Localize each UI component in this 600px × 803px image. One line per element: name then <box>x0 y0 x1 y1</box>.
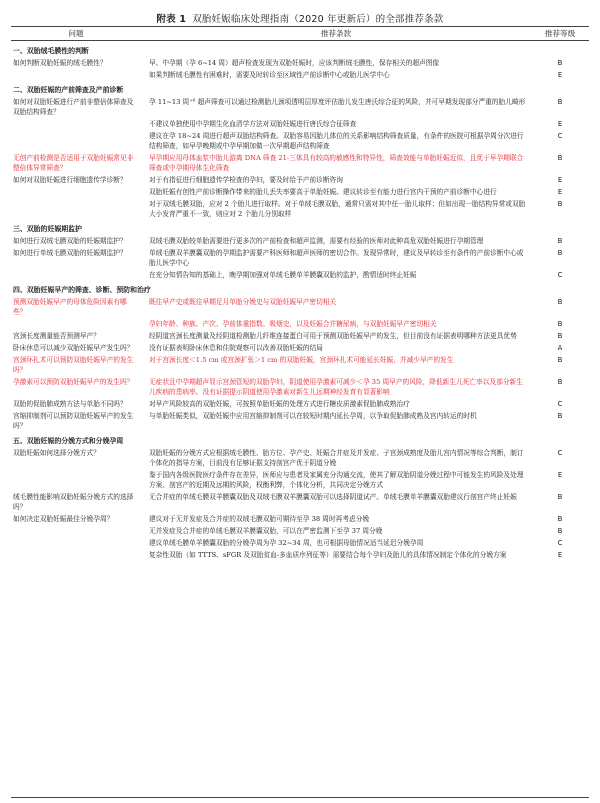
row-grade: B <box>557 298 563 306</box>
row-grade: A <box>557 344 563 352</box>
row-grade: C <box>557 400 563 408</box>
row-recommendation: 鉴于国内各级医院医疗条件存在差异，医师应与患者及家属充分沟通交流，使其了解双胎阴道分娩过程中可能发生的风险及处理方案、剖宫产的近期及远期的风险，权衡利弊，个体化分析，共同决定分娩方式 <box>149 471 524 489</box>
row-question: 无创产前检测是否适用于双胎妊娠常见非整倍体异常筛查？ <box>13 154 134 172</box>
table-row <box>11 270 589 280</box>
row-question: 预测双胎妊娠早产的母体危险因素有哪些？ <box>13 298 127 316</box>
row-question <box>11 526 141 536</box>
row-grade: B <box>557 378 563 386</box>
row-question: 宫颈环扎术可以预防双胎妊娠早产的发生吗？ <box>13 356 134 374</box>
row-recommendation: 在充分知情告知的基础上，晚孕期加强对单绒毛膜单羊膜囊双胎的监护，酌情适时终止妊娠 <box>149 271 417 279</box>
section-heading: 五、双胎妊娠的分娩方式和分娩孕周 <box>13 437 124 445</box>
table-row <box>11 187 589 197</box>
section-heading: 一、双胎绒毛膜性的判断 <box>13 47 89 55</box>
row-question: 孕激素可以预防双胎妊娠早产的发生吗？ <box>13 378 134 386</box>
row-recommendation: 建议单绒毛膜单羊膜囊双胎的分娩孕周为孕 32~34 周，也可根据母胎情况适当延迟分娩孕周 <box>149 539 424 547</box>
table-row <box>11 343 589 353</box>
row-grade: B <box>557 98 563 106</box>
row-grade: B <box>557 154 563 162</box>
row-recommendation: 经阴道宫颈长度测量及经阴道检测胎儿纤维连接蛋白可用于预测双胎妊娠早产的发生，但目前没有证据表明哪种方法更具优势 <box>149 332 517 340</box>
row-question <box>11 470 141 490</box>
row-question: 如何对双胎妊娠进行产前非整倍体筛查及双胎结构筛查？ <box>13 98 134 116</box>
table-row <box>11 355 589 375</box>
row-grade: E <box>557 551 563 559</box>
table-row <box>11 175 589 185</box>
table-row <box>11 492 589 512</box>
row-recommendation: 建议对于无并发症及合并症的双绒毛膜双胎可期待至孕 38 周时再考虑分娩 <box>149 515 370 523</box>
table-row <box>11 377 589 397</box>
row-recommendation: 无症状且中孕期超声显示宫颈管短的双胎孕妇，阴道使用孕激素可减少＜孕 35 周早产的风险，降低新生儿死亡率以及部分新生儿疾病的患病率。没有证据提示阴道使用孕激素对新生儿远期神经发育有显著影响 <box>149 378 523 396</box>
row-grade: C <box>557 539 563 547</box>
table-row <box>11 131 589 151</box>
table-row <box>11 331 589 341</box>
row-recommendation: 对早产风险较高的双胎妊娠，可按照单胎妊娠的处理方式进行糖皮质激素促胎肺成熟治疗 <box>149 400 410 408</box>
row-recommendation: 对于有指征进行细胞遗传学检查的孕妇，要及时给予产前诊断咨询 <box>149 176 343 184</box>
table-row <box>11 58 589 68</box>
table-row <box>11 248 589 268</box>
row-recommendation: 与单胎妊娠类似，双胎妊娠中应用宫缩抑制剂可以在较短时期内延长孕周，以争取促胎肺成熟及宫内转运的时机 <box>149 412 477 420</box>
row-grade: E <box>557 188 563 196</box>
table-row <box>11 70 589 80</box>
row-grade: B <box>557 200 563 208</box>
row-question: 双胎的促胎肺成熟方法与单胎不同吗？ <box>13 400 127 408</box>
row-recommendation: 没有证据表明卧床休息和住院观察可以改善双胎妊娠的结局 <box>149 344 323 352</box>
row-question <box>11 131 141 151</box>
row-recommendation: 早孕期应用母体血浆中胎儿游离 DNA 筛查 21-三体具有较高的敏感性和特异性，筛查效能与单胎妊娠近似，且优于早孕期联合筛查或中孕期母体生化筛查 <box>149 154 524 172</box>
row-recommendation: 无合并症的单绒毛膜双羊膜囊双胎及双绒毛膜双羊膜囊双胎可以选择阴道试产。单绒毛膜单羊膜囊双胎建议行剖宫产终止妊娠 <box>149 493 517 501</box>
row-recommendation: 对于宫颈长度＜1.5 cm 或宫颈扩张＞1 cm 的双胎妊娠，宫颈环扎术可能延长妊娠，并减少早产的发生 <box>149 356 454 364</box>
row-question: 宫颈长度测量能否预测早产？ <box>13 332 100 340</box>
table-row <box>11 399 589 409</box>
table-row <box>11 119 589 129</box>
row-recommendation: 双胎妊娠的分娩方式应根据绒毛膜性、胎方位、孕产史、妊娠合并症及并发症、子宫颈成熟度及胎儿宫内情况等综合判断，制订个体化的指导方案，目前没有足够证据支持剖宫产优于阴道分娩 <box>149 449 524 467</box>
table-row <box>11 153 589 173</box>
row-recommendation: 复杂性双胎（如 TTTS、sFGR 及双胎贫血-多血质序列征等）需要结合每个孕妇及胎儿的具体情况制定个体化的分娩方案 <box>149 551 507 559</box>
table-row <box>11 199 589 219</box>
table-body <box>11 44 589 560</box>
row-grade: B <box>557 515 563 523</box>
row-recommendation: 双绒毛膜双胎较单胎需要进行更多次的产前检查和超声监测，需要有经验的医师对此种高危双胎妊娠进行孕期管理 <box>149 237 484 245</box>
table-row <box>11 297 589 317</box>
table-header <box>11 27 589 41</box>
row-grade: B <box>557 332 563 340</box>
row-recommendation: 双胎妊娠有创性产前诊断操作带来的胎儿丢失率要高于单胎妊娠。建议转诊至有能力进行宫内干预的产前诊断中心进行 <box>149 188 497 196</box>
row-recommendation: 既往早产史或既往早期足月单胎分娩史与双胎妊娠早产密切相关 <box>149 298 337 306</box>
row-question <box>11 199 141 219</box>
row-recommendation: 早、中孕期（孕 6~14 周）超声检查发现为双胎妊娠时，应该判断绒毛膜性，保存相关的超声图像 <box>149 59 440 67</box>
row-grade: C <box>557 132 563 140</box>
row-question: 卧床休息可以减少双胎妊娠早产发生吗？ <box>13 344 134 352</box>
section-heading: 二、双胎妊娠的产前筛查及产前诊断 <box>13 86 124 94</box>
row-grade: B <box>557 527 563 535</box>
row-grade: B <box>557 356 563 364</box>
row-question: 绒毛膜性能影响双胎妊娠分娩方式的选择吗？ <box>13 493 134 511</box>
row-grade: E <box>557 176 563 184</box>
row-question <box>11 550 141 560</box>
row-recommendation: 无并发症及合并症的单绒毛膜双羊膜囊双胎，可以在严密监测下至孕 37 周分娩 <box>149 527 383 535</box>
header-grade: 推荐等级 <box>544 29 576 38</box>
table-title <box>0 0 600 25</box>
row-recommendation: 如果判断绒毛膜性有困难时，需要及时转诊至区域性产前诊断中心或胎儿医学中心 <box>149 71 390 79</box>
row-grade: B <box>557 412 563 420</box>
row-question: 如何决定双胎妊娠最佳分娩孕周？ <box>13 515 114 523</box>
row-recommendation: 建议在孕 18~24 周进行超声双胎结构筛查。双胎容易因胎儿体位的关系影响结构筛查质量，有条件的医院可根据孕周分次进行结构筛查，如早孕晚期或中孕早期加做一次早期超声结构筛查 <box>149 132 524 150</box>
table-row <box>11 550 589 560</box>
table-row <box>11 526 589 536</box>
row-question: 双胎妊娠如何选择分娩方式？ <box>13 449 100 457</box>
row-question <box>11 319 141 329</box>
row-grade: B <box>557 249 563 257</box>
table-row <box>11 319 589 329</box>
row-question: 如何对双胎妊娠进行细胞遗传学诊断？ <box>13 176 127 184</box>
guideline-table <box>11 26 589 798</box>
section-heading: 四、双胎妊娠早产的筛查、诊断、预防和治疗 <box>13 286 151 294</box>
row-grade: E <box>557 71 563 79</box>
row-grade: E <box>557 120 563 128</box>
table-label: 附表 1 <box>156 14 187 25</box>
row-question: 如何判断双胎妊娠的绒毛膜性？ <box>13 59 107 67</box>
row-question <box>11 187 141 197</box>
header-recommendation: 推荐条款 <box>320 29 352 38</box>
table-row <box>11 514 589 524</box>
row-grade: E <box>557 471 563 479</box>
table-row <box>11 97 589 117</box>
row-question <box>11 538 141 548</box>
row-recommendation: 孕 11~13 周⁺⁶ 超声筛查可以通过检测胎儿颈项透明层厚度评估胎儿发生唐氏综合征的风险，并可早期发现部分严重的胎儿畸形 <box>149 98 526 106</box>
row-grade: B <box>557 237 563 245</box>
table-caption: 双胎妊娠临床处理指南（2020 年更新后）的全部推荐条款 <box>192 14 444 25</box>
row-grade: B <box>557 493 563 501</box>
table-row <box>11 470 589 490</box>
table-row <box>11 448 589 468</box>
row-question: 如何进行单绒毛膜双胎的妊娠期监护？ <box>13 249 127 257</box>
row-recommendation: 对于双绒毛膜双胎，应对 2 个胎儿进行取样。对于单绒毛膜双胎，通常只需对其中任一胎儿取样；但如出现一胎结构异常或双胎大小发育严重不一致，则应对 2 个胎儿分别取样 <box>149 200 526 218</box>
row-question: 如何进行双绒毛膜双胎的妊娠期监护？ <box>13 237 127 245</box>
section-heading: 三、双胎的妊娠期监护 <box>13 225 82 233</box>
table-row <box>11 236 589 246</box>
row-grade: C <box>557 449 563 457</box>
table-row <box>11 411 589 431</box>
row-question: 宫缩抑制剂可以预防双胎妊娠早产的发生吗？ <box>13 412 134 430</box>
table-row <box>11 538 589 548</box>
row-question <box>11 270 141 280</box>
row-recommendation: 不建议单独使用中孕期生化血清学方法对双胎妊娠进行唐氏综合征筛查 <box>149 120 357 128</box>
row-grade: C <box>557 271 563 279</box>
header-question: 问题 <box>68 29 84 38</box>
row-recommendation: 单绒毛膜双羊膜囊双胎的孕期监护需要产科医师和超声医师的密切合作。发现异常时，建议及早转诊至有条件的产前诊断中心或胎儿医学中心 <box>149 249 524 267</box>
row-grade: B <box>557 320 563 328</box>
row-recommendation: 孕妇年龄、种族、产次、孕前体重指数、吸烟史，以及妊娠合并糖尿病，与双胎妊娠早产密切相关 <box>149 320 437 328</box>
row-grade: B <box>557 59 563 67</box>
row-question <box>11 119 141 129</box>
row-question <box>11 70 141 80</box>
